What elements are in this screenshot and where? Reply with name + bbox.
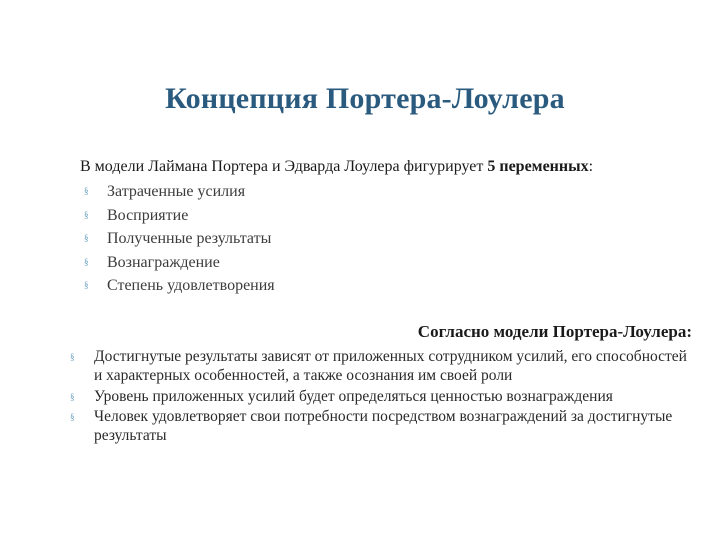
intro-emphasis: 5 переменных [487, 158, 589, 175]
slide-title: Концепция Портера-Лоулера [165, 82, 565, 115]
square-bullet-icon: § [70, 391, 75, 402]
square-bullet-icon: § [84, 280, 89, 291]
statement-text: Человек удовлетворяет свои потребности посредством вознаграждений за достигнутые результаты [94, 408, 673, 445]
list-item [84, 180, 275, 204]
list-item [70, 388, 690, 407]
variable-label: Восприятие [107, 206, 189, 224]
square-bullet-icon: § [84, 186, 89, 196]
square-bullet-icon: § [84, 233, 89, 244]
list-item [84, 227, 275, 251]
intro-text-after: : [588, 158, 594, 175]
intro-text [80, 157, 593, 177]
statements-list [70, 348, 690, 448]
list-item [84, 274, 275, 298]
list-item [70, 348, 690, 386]
section-subtitle: Согласно модели Портера-Лоулера: [417, 322, 692, 341]
variable-label: Степень удовлетворения [107, 277, 275, 295]
square-bullet-icon: § [70, 352, 75, 362]
variables-list [84, 180, 275, 298]
square-bullet-icon: § [84, 209, 89, 220]
square-bullet-icon: § [70, 412, 75, 423]
square-bullet-icon: § [84, 256, 89, 267]
variable-label: Полученные результаты [107, 230, 272, 248]
list-item [70, 408, 690, 446]
statement-text: Уровень приложенных усилий будет определяться ценностью вознаграждения [94, 387, 613, 405]
statement-text: Достигнутые результаты зависят от приложенных сотрудником усилий, его способностей и характерных особенностей, а также осознания им своей роли [94, 348, 687, 384]
list-item [84, 204, 275, 228]
list-item [84, 251, 275, 275]
variable-label: Затраченные усилия [107, 183, 246, 200]
variable-label: Вознаграждение [107, 253, 220, 271]
intro-text-before: В модели Лаймана Портера и Эдварда Лоулера фигурирует [80, 158, 488, 175]
